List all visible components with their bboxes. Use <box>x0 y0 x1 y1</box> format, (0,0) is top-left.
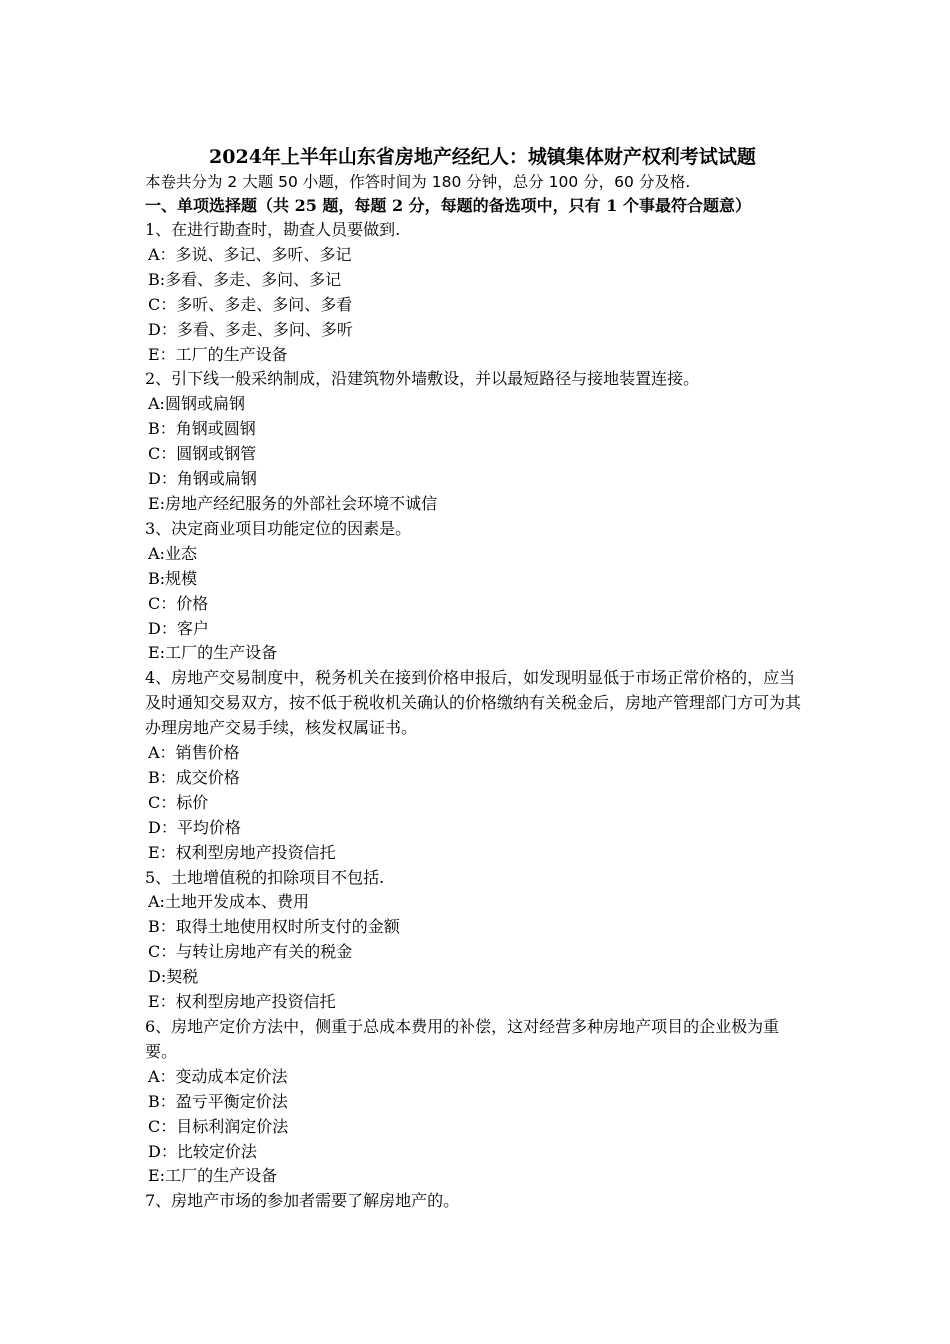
option-d: D：比较定价法 <box>148 1141 257 1161</box>
option-e: E:工厂的生产设备 <box>148 643 278 663</box>
option-a: A:土地开发成本、费用 <box>148 892 309 912</box>
document-title: 2024年上半年山东省房地产经纪人：城镇集体财产权利考试试题 <box>209 146 756 168</box>
option-a: A:业态 <box>148 543 197 563</box>
question-2 <box>145 367 810 516</box>
option-c: C：标价 <box>148 792 209 812</box>
option-b: B:规模 <box>148 568 198 588</box>
question-stem: 6、房地产定价方法中，侧重于总成本费用的补偿，这对经营多种房地产项目的企业极为重要。 <box>145 1017 780 1061</box>
option-b: B：成交价格 <box>148 767 240 787</box>
question-stem: 2、引下线一般采纳制成，沿建筑物外墙敷设，并以最短路径与接地装置连接。 <box>145 369 700 389</box>
option-a: A：变动成本定价法 <box>148 1066 288 1086</box>
option-e: E：工厂的生产设备 <box>148 344 288 364</box>
option-d: D：角钢或扁钢 <box>148 469 257 489</box>
section-heading: 一、单项选择题（共 25 题，每题 2 分，每题的备选项中，只有 1 个事最符合题意） <box>145 196 751 215</box>
option-d: D：多看、多走、多问、多听 <box>148 319 353 339</box>
document-content <box>145 144 810 1214</box>
option-e: E:工厂的生产设备 <box>148 1166 278 1186</box>
option-b: B：取得土地使用权时所支付的金额 <box>148 917 400 937</box>
option-e: E：权利型房地产投资信托 <box>148 842 336 862</box>
question-stem: 4、房地产交易制度中，税务机关在接到价格申报后，如发现明显低于市场正常价格的，应当及时通知交易双方，按不低于税收机关确认的价格缴纳有关税金后，房地产管理部门方可为其办理房地产交易手续，核发权属证书。 <box>145 668 802 738</box>
question-3 <box>145 517 810 666</box>
option-b: B:多看、多走、多问、多记 <box>148 269 342 289</box>
option-e: E:房地产经纪服务的外部社会环境不诚信 <box>148 493 438 513</box>
option-a: A：多说、多记、多听、多记 <box>148 244 352 264</box>
question-7 <box>145 1189 810 1214</box>
option-c: C：目标利润定价法 <box>148 1116 289 1136</box>
question-stem: 3、决定商业项目功能定位的因素是。 <box>145 518 412 538</box>
option-b: B：盈亏平衡定价法 <box>148 1091 288 1111</box>
question-5 <box>145 866 810 1015</box>
option-e: E：权利型房地产投资信托 <box>148 992 336 1012</box>
exam-intro: 本卷共分为 2 大题 50 小题，作答时间为 180 分钟，总分 100 分，60 分及格. <box>145 173 691 191</box>
option-b: B：角钢或圆钢 <box>148 419 256 439</box>
option-a: A：销售价格 <box>148 743 240 763</box>
question-6 <box>145 1015 810 1189</box>
option-c: C：圆钢或钢管 <box>148 444 257 464</box>
option-a: A:圆钢或扁钢 <box>148 394 245 414</box>
option-d: D:契税 <box>148 967 199 987</box>
option-d: D：平均价格 <box>148 817 241 837</box>
option-c: C：价格 <box>148 593 209 613</box>
question-4 <box>145 666 810 865</box>
question-stem: 5、土地增值税的扣除项目不包括. <box>145 867 385 887</box>
option-c: C：多听、多走、多问、多看 <box>148 294 353 314</box>
option-c: C：与转让房地产有关的税金 <box>148 942 353 962</box>
question-stem: 7、房地产市场的参加者需要了解房地产的。 <box>145 1191 460 1211</box>
question-1 <box>145 218 810 367</box>
option-d: D：客户 <box>148 618 209 638</box>
question-stem: 1、在进行勘查时，勘查人员要做到. <box>145 220 401 239</box>
